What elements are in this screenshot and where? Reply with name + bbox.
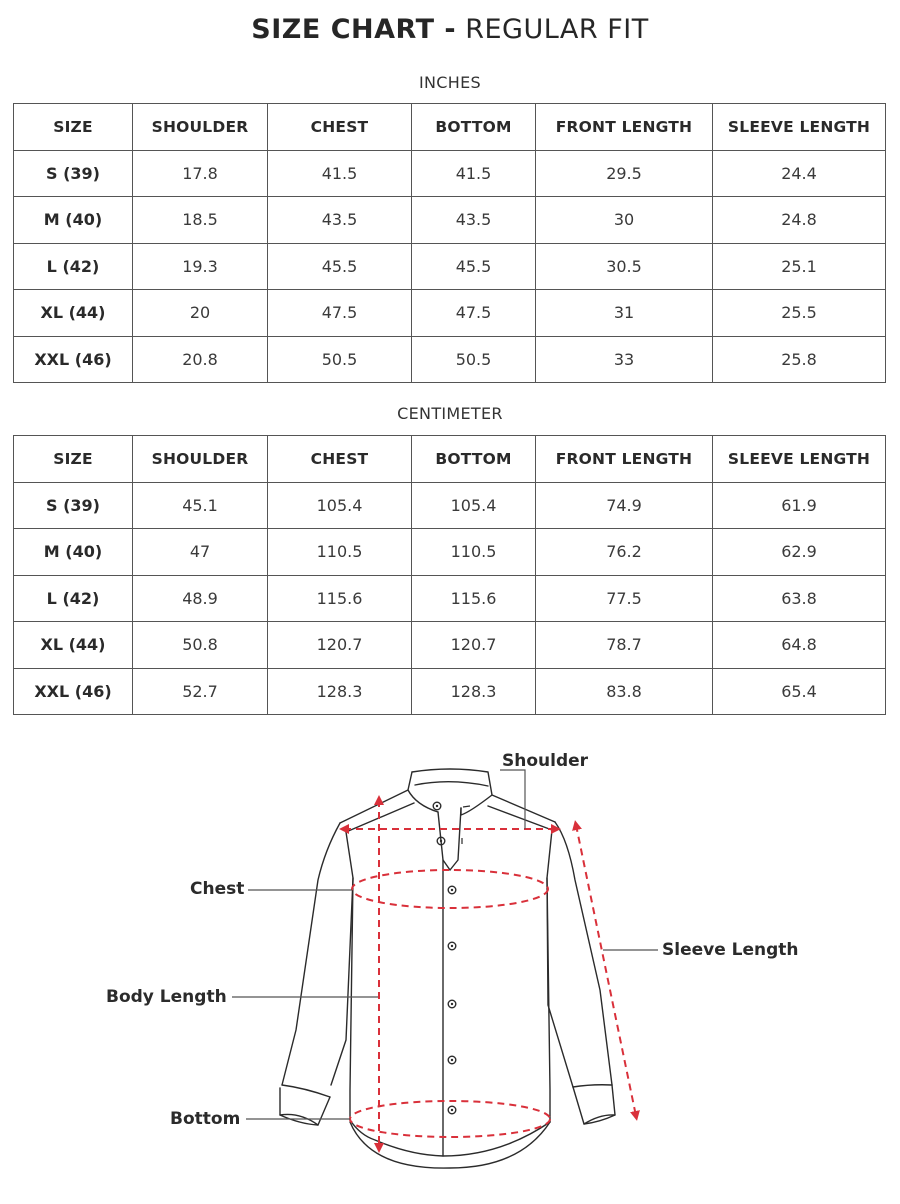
cell-size: M (40)	[14, 197, 133, 244]
cell-chest: 50.5	[268, 336, 412, 383]
table-header-row	[14, 436, 886, 483]
cell-chest: 43.5	[268, 197, 412, 244]
cell-bottom: 105.4	[412, 482, 536, 529]
cell-front-length: 30	[536, 197, 713, 244]
header-front-length: FRONT LENGTH	[536, 436, 713, 483]
table-row	[14, 150, 886, 197]
table-row	[14, 336, 886, 383]
cell-chest: 47.5	[268, 290, 412, 337]
chest-measure	[352, 870, 548, 908]
label-shoulder: Shoulder	[502, 751, 589, 771]
shirt-illustration	[0, 730, 900, 1200]
size-table-inches	[13, 103, 886, 383]
label-chest: Chest	[190, 879, 245, 899]
unit-label-inches: INCHES	[419, 73, 481, 92]
header-bottom: BOTTOM	[412, 104, 536, 151]
buttons	[433, 802, 470, 1114]
cell-bottom: 110.5	[412, 529, 536, 576]
cell-front-length: 30.5	[536, 243, 713, 290]
cell-shoulder: 18.5	[133, 197, 268, 244]
cell-size: XL (44)	[14, 290, 133, 337]
cell-sleeve-length: 24.4	[713, 150, 886, 197]
table-row	[14, 243, 886, 290]
cell-size: L (42)	[14, 575, 133, 622]
cell-chest: 45.5	[268, 243, 412, 290]
cell-size: XXL (46)	[14, 668, 133, 715]
cell-chest: 128.3	[268, 668, 412, 715]
table-row	[14, 529, 886, 576]
cell-size: S (39)	[14, 150, 133, 197]
cell-shoulder: 52.7	[133, 668, 268, 715]
cell-shoulder: 48.9	[133, 575, 268, 622]
header-shoulder: SHOULDER	[133, 436, 268, 483]
cell-shoulder: 45.1	[133, 482, 268, 529]
table-row	[14, 575, 886, 622]
cell-size: L (42)	[14, 243, 133, 290]
table-row	[14, 622, 886, 669]
cell-bottom: 43.5	[412, 197, 536, 244]
cell-size: M (40)	[14, 529, 133, 576]
cell-sleeve-length: 64.8	[713, 622, 886, 669]
cell-front-length: 77.5	[536, 575, 713, 622]
measurement-diagram	[0, 730, 900, 1200]
cell-bottom: 47.5	[412, 290, 536, 337]
cell-sleeve-length: 65.4	[713, 668, 886, 715]
cell-sleeve-length: 63.8	[713, 575, 886, 622]
cell-sleeve-length: 25.8	[713, 336, 886, 383]
label-bottom: Bottom	[170, 1109, 241, 1129]
cell-shoulder: 19.3	[133, 243, 268, 290]
header-bottom: BOTTOM	[412, 436, 536, 483]
label-sleeve-length: Sleeve Length	[662, 940, 799, 960]
table-header-row	[14, 104, 886, 151]
cell-front-length: 76.2	[536, 529, 713, 576]
cell-bottom: 128.3	[412, 668, 536, 715]
measurement-guides	[344, 800, 636, 1148]
cell-shoulder: 50.8	[133, 622, 268, 669]
cell-size: S (39)	[14, 482, 133, 529]
cell-shoulder: 47	[133, 529, 268, 576]
cell-sleeve-length: 25.5	[713, 290, 886, 337]
cell-front-length: 31	[536, 290, 713, 337]
cell-chest: 105.4	[268, 482, 412, 529]
unit-label-centimeter: CENTIMETER	[397, 404, 503, 423]
cell-front-length: 33	[536, 336, 713, 383]
header-size: SIZE	[14, 104, 133, 151]
cell-front-length: 29.5	[536, 150, 713, 197]
cell-front-length: 83.8	[536, 668, 713, 715]
table-row	[14, 197, 886, 244]
cell-shoulder: 20	[133, 290, 268, 337]
header-chest: CHEST	[268, 104, 412, 151]
leader-lines	[232, 770, 658, 1119]
header-shoulder: SHOULDER	[133, 104, 268, 151]
page-title	[0, 14, 900, 45]
cell-bottom: 115.6	[412, 575, 536, 622]
cell-bottom: 45.5	[412, 243, 536, 290]
label-body-length: Body Length	[106, 987, 227, 1007]
size-table-centimeter	[13, 435, 886, 715]
cell-bottom: 41.5	[412, 150, 536, 197]
cell-size: XXL (46)	[14, 336, 133, 383]
cell-chest: 41.5	[268, 150, 412, 197]
cell-bottom: 50.5	[412, 336, 536, 383]
table-row	[14, 290, 886, 337]
header-chest: CHEST	[268, 436, 412, 483]
cell-chest: 120.7	[268, 622, 412, 669]
cell-chest: 115.6	[268, 575, 412, 622]
title-bold: SIZE CHART -	[251, 14, 457, 45]
cell-front-length: 78.7	[536, 622, 713, 669]
cell-sleeve-length: 61.9	[713, 482, 886, 529]
table-row	[14, 482, 886, 529]
cell-shoulder: 17.8	[133, 150, 268, 197]
cell-shoulder: 20.8	[133, 336, 268, 383]
table-row	[14, 668, 886, 715]
header-front-length: FRONT LENGTH	[536, 104, 713, 151]
header-sleeve-length: SLEEVE LENGTH	[713, 104, 886, 151]
cell-sleeve-length: 62.9	[713, 529, 886, 576]
title-regular: REGULAR FIT	[465, 14, 649, 45]
cell-sleeve-length: 24.8	[713, 197, 886, 244]
shirt-outline	[280, 769, 615, 1168]
header-size: SIZE	[14, 436, 133, 483]
cell-front-length: 74.9	[536, 482, 713, 529]
header-sleeve-length: SLEEVE LENGTH	[713, 436, 886, 483]
cell-sleeve-length: 25.1	[713, 243, 886, 290]
sleeve-length-measure	[576, 825, 636, 1116]
cell-bottom: 120.7	[412, 622, 536, 669]
cell-chest: 110.5	[268, 529, 412, 576]
cell-size: XL (44)	[14, 622, 133, 669]
